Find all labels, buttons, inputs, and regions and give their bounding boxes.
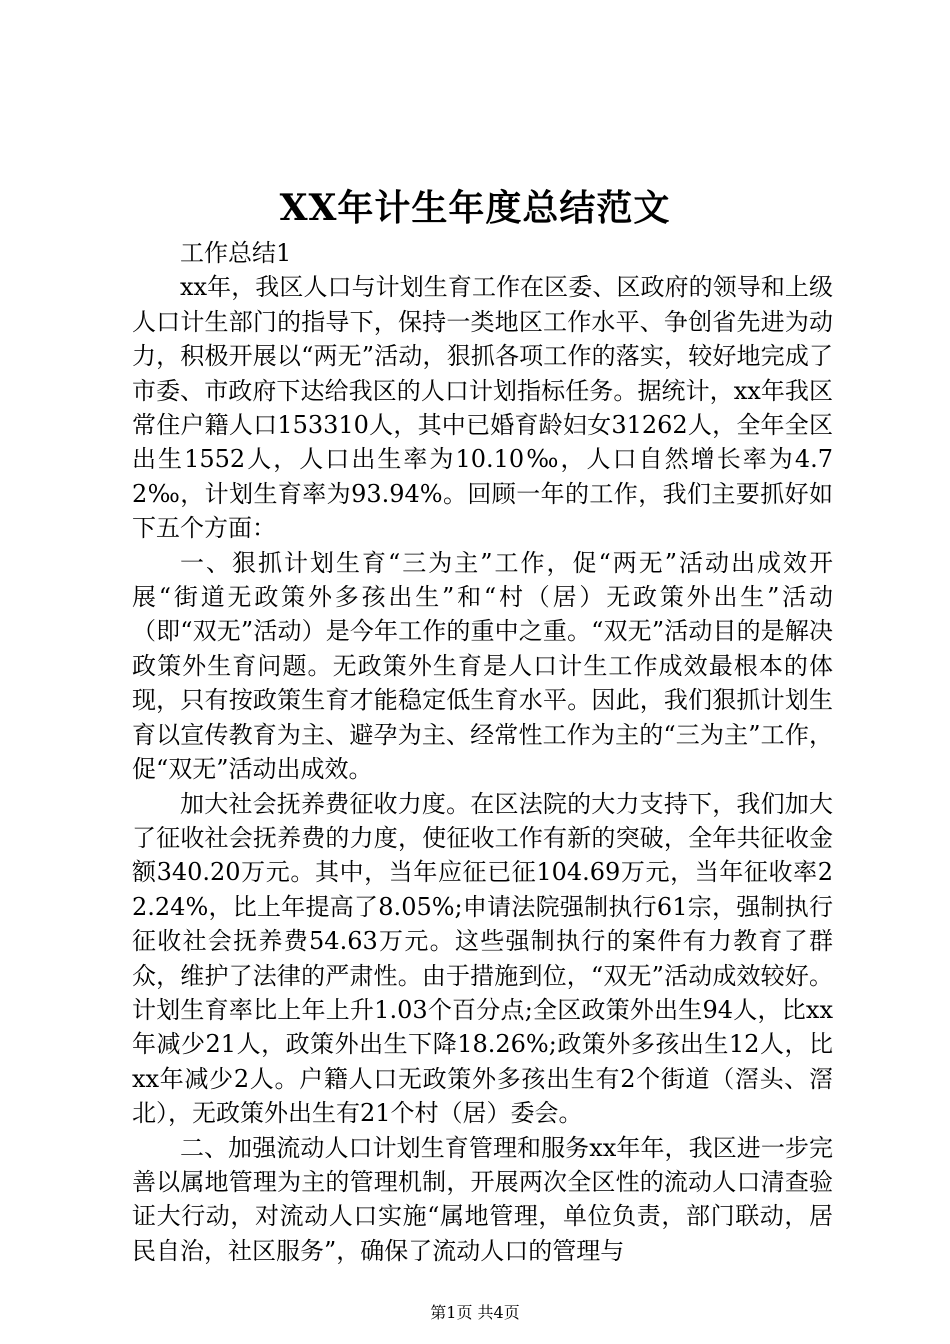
document-body <box>132 236 833 1268</box>
document-title: XX年计生年度总结范文 <box>279 187 671 229</box>
section-heading: 工作总结1 <box>180 239 292 267</box>
paragraph-item-two: 二、加强流动人口计划生育管理和服务xx年年，我区进一步完善以属地管理为主的管理机制，开展两次全区性的流动人口清查验证大行动，对流动人口实施“属地管理，单位负责，部门联动，居民自治，社区服务”，确保了流动人口的管理与 <box>132 1133 833 1265</box>
paragraph-item-one: 一、狠抓计划生育“三为主”工作，促“两无”活动出成效开展“街道无政策外多孩出生”和“村（居）无政策外出生”活动（即“双无”活动）是今年工作的重中之重。“双无”活动目的是解决政策外生育问题。无政策外生育是人口计生工作成效最根本的体现，只有按政策生育才能稳定低生育水平。因此，我们狠抓计划生育以宣传教育为主、避孕为主、经常性工作为主的“三为主”工作，促“双无”活动出成效。 <box>132 548 833 784</box>
paragraph-intro: xx年，我区人口与计划生育工作在区委、区政府的领导和上级人口计生部门的指导下，保持一类地区工作水平、争创省先进为动力，积极开展以“两无”活动，狠抓各项工作的落实，较好地完成了市委、市政府下达给我区的人口计划指标任务。据统计，xx年我区常住户籍人口153310人，其中已婚育龄妇女31262人，全年全区出生1552人，人口出生率为10.10‰，人口自然增长率为4.72‰，计划生育率为93.94%。回顾一年的工作，我们主要抓好如下五个方面： <box>132 273 833 543</box>
paragraph-fees: 加大社会抚养费征收力度。在区法院的大力支持下，我们加大了征收社会抚养费的力度，使征收工作有新的突破，全年共征收金额340.20万元。其中，当年应征已征104.69万元，当年征收率22.24%，比上年提高了8.05%;申请法院强制执行61宗，强制执行征收社会抚养费54.63万元。这些强制执行的案件有力教育了群众，维护了法律的严肃性。由于措施到位，“双无”活动成效较好。计划生育率比上年上升1.03个百分点;全区政策外出生94人，比xx年减少21人，政策外出生下降18.26%;政策外多孩出生12人，比xx年减少2人。户籍人口无政策外多孩出生有2个街道（滘头、滘北），无政策外出生有21个村（居）委会。 <box>132 789 833 1128</box>
page-number-footer: 第1页 共4页 <box>430 1303 520 1322</box>
